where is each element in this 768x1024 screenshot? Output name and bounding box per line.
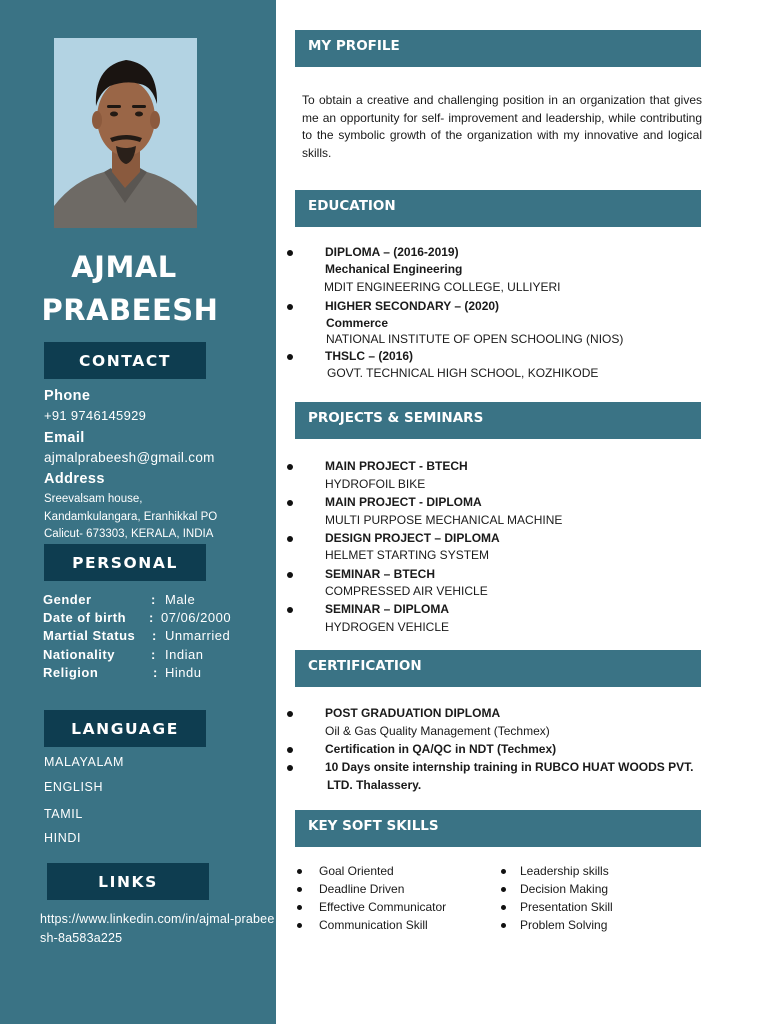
last-name: PRABEESH [41,293,219,327]
bullet [287,536,293,542]
bullet [287,765,293,771]
certification-title-continued: LTD. Thalassery. [327,778,422,792]
project-detail: HYDROGEN VEHICLE [325,620,450,634]
personal-key: Date of birth [43,610,127,625]
skill-item: Effective Communicator [319,900,447,914]
education-heading: EDUCATION [295,190,701,227]
personal-value: Indian [165,647,204,662]
linkedin-link[interactable]: https://www.linkedin.com/in/ajmal-prabeesh-8a583a225 [40,912,275,945]
education-subject: Commerce [326,316,389,330]
project-title: SEMINAR – BTECH [325,567,436,581]
personal-key: Religion [43,665,99,680]
personal-value: 07/06/2000 [161,610,232,625]
phone-label: Phone [44,388,91,404]
skill-item: Presentation Skill [520,900,613,914]
bullet [297,923,302,928]
first-name: AJMAL [71,250,177,284]
project-detail: HYDROFOIL BIKE [325,477,426,491]
education-subject: Mechanical Engineering [325,262,463,276]
colon: : [149,610,154,625]
project-title: DESIGN PROJECT – DIPLOMA [325,531,500,545]
education-title: DIPLOMA – (2016-2019) [325,245,459,259]
profile-heading: MY PROFILE [295,30,701,67]
address-line-2: Kandamkulangara, Eranhikkal PO [44,511,218,523]
bullet [287,747,293,753]
colon: : [151,647,156,662]
skill-item: Communication Skill [319,918,428,932]
phone-number: +91 9746145929 [44,408,147,423]
bullet [501,905,506,910]
project-detail: MULTI PURPOSE MECHANICAL MACHINE [325,513,563,527]
bullet [287,464,293,470]
bullet [287,250,293,256]
personal-heading: PERSONAL [44,544,206,581]
language-item: TAMIL [44,807,83,821]
bullet [501,887,506,892]
language-heading: LANGUAGE [44,710,206,747]
certification-heading: CERTIFICATION [295,650,701,687]
certification-detail: Oil & Gas Quality Management (Techmex) [325,724,550,738]
colon: : [153,665,158,680]
personal-key: Martial Status [43,628,136,643]
bullet [297,905,302,910]
bullet [287,711,293,717]
skill-item: Goal Oriented [319,864,394,878]
bullet [287,607,293,613]
sidebar [0,0,276,1024]
email-address: ajmalprabeesh@gmail.com [44,450,215,465]
education-title: THSLC – (2016) [325,349,414,363]
email-label: Email [44,430,85,446]
education-title: HIGHER SECONDARY – (2020) [325,299,500,313]
skill-item: Problem Solving [520,918,608,932]
skill-item: Decision Making [520,882,609,896]
language-item: ENGLISH [44,780,104,794]
education-institution: NATIONAL INSTITUTE OF OPEN SCHOOLING (NIOS) [326,332,624,346]
project-title: MAIN PROJECT - DIPLOMA [325,495,482,509]
portrait-illustration [54,38,197,228]
colon: : [151,592,156,607]
bullet [297,869,302,874]
address-line-1: Sreevalsam house, [44,493,143,505]
bullet [501,923,506,928]
contact-heading: CONTACT [44,342,206,379]
projects-heading: PROJECTS & SEMINARS [295,402,701,439]
bullet [287,304,293,310]
bullet [297,887,302,892]
language-item: MALAYALAM [44,755,124,769]
skill-item: Leadership skills [520,864,609,878]
personal-value: Male [165,592,196,607]
language-item: HINDI [44,831,82,845]
personal-value: Hindu [165,665,202,680]
education-institution: GOVT. TECHNICAL HIGH SCHOOL, KOZHIKODE [327,366,599,380]
personal-value: Unmarried [165,628,231,643]
profile-text: To obtain a creative and challenging position in an organization that gives me an opportunity for self- improvement and leadership, while contributing to the symbolic growth of the organization with my innovative and logical skills. [302,93,702,160]
project-title: SEMINAR – DIPLOMA [325,602,450,616]
certification-title: 10 Days onsite internship training in RUBCO HUAT WOODS PVT. [325,760,694,774]
skill-item: Deadline Driven [319,882,405,896]
bullet [287,500,293,506]
profile-photo [54,38,197,228]
links-heading: LINKS [47,863,209,900]
colon: : [152,628,157,643]
bullet [287,354,293,360]
address-line-3: Calicut- 673303, KERALA, INDIA [44,528,214,540]
personal-key: Gender [43,592,92,607]
personal-key: Nationality [43,647,115,662]
bullet [501,869,506,874]
project-detail: HELMET STARTING SYSTEM [325,548,490,562]
skills-heading: KEY SOFT SKILLS [295,810,701,847]
project-title: MAIN PROJECT - BTECH [325,459,468,473]
certification-title: Certification in QA/QC in NDT (Techmex) [325,742,557,756]
project-detail: COMPRESSED AIR VEHICLE [325,584,488,598]
certification-title: POST GRADUATION DIPLOMA [325,706,501,720]
bullet [287,572,293,578]
education-institution: MDIT ENGINEERING COLLEGE, ULLIYERI [324,280,561,294]
address-label: Address [44,471,105,487]
